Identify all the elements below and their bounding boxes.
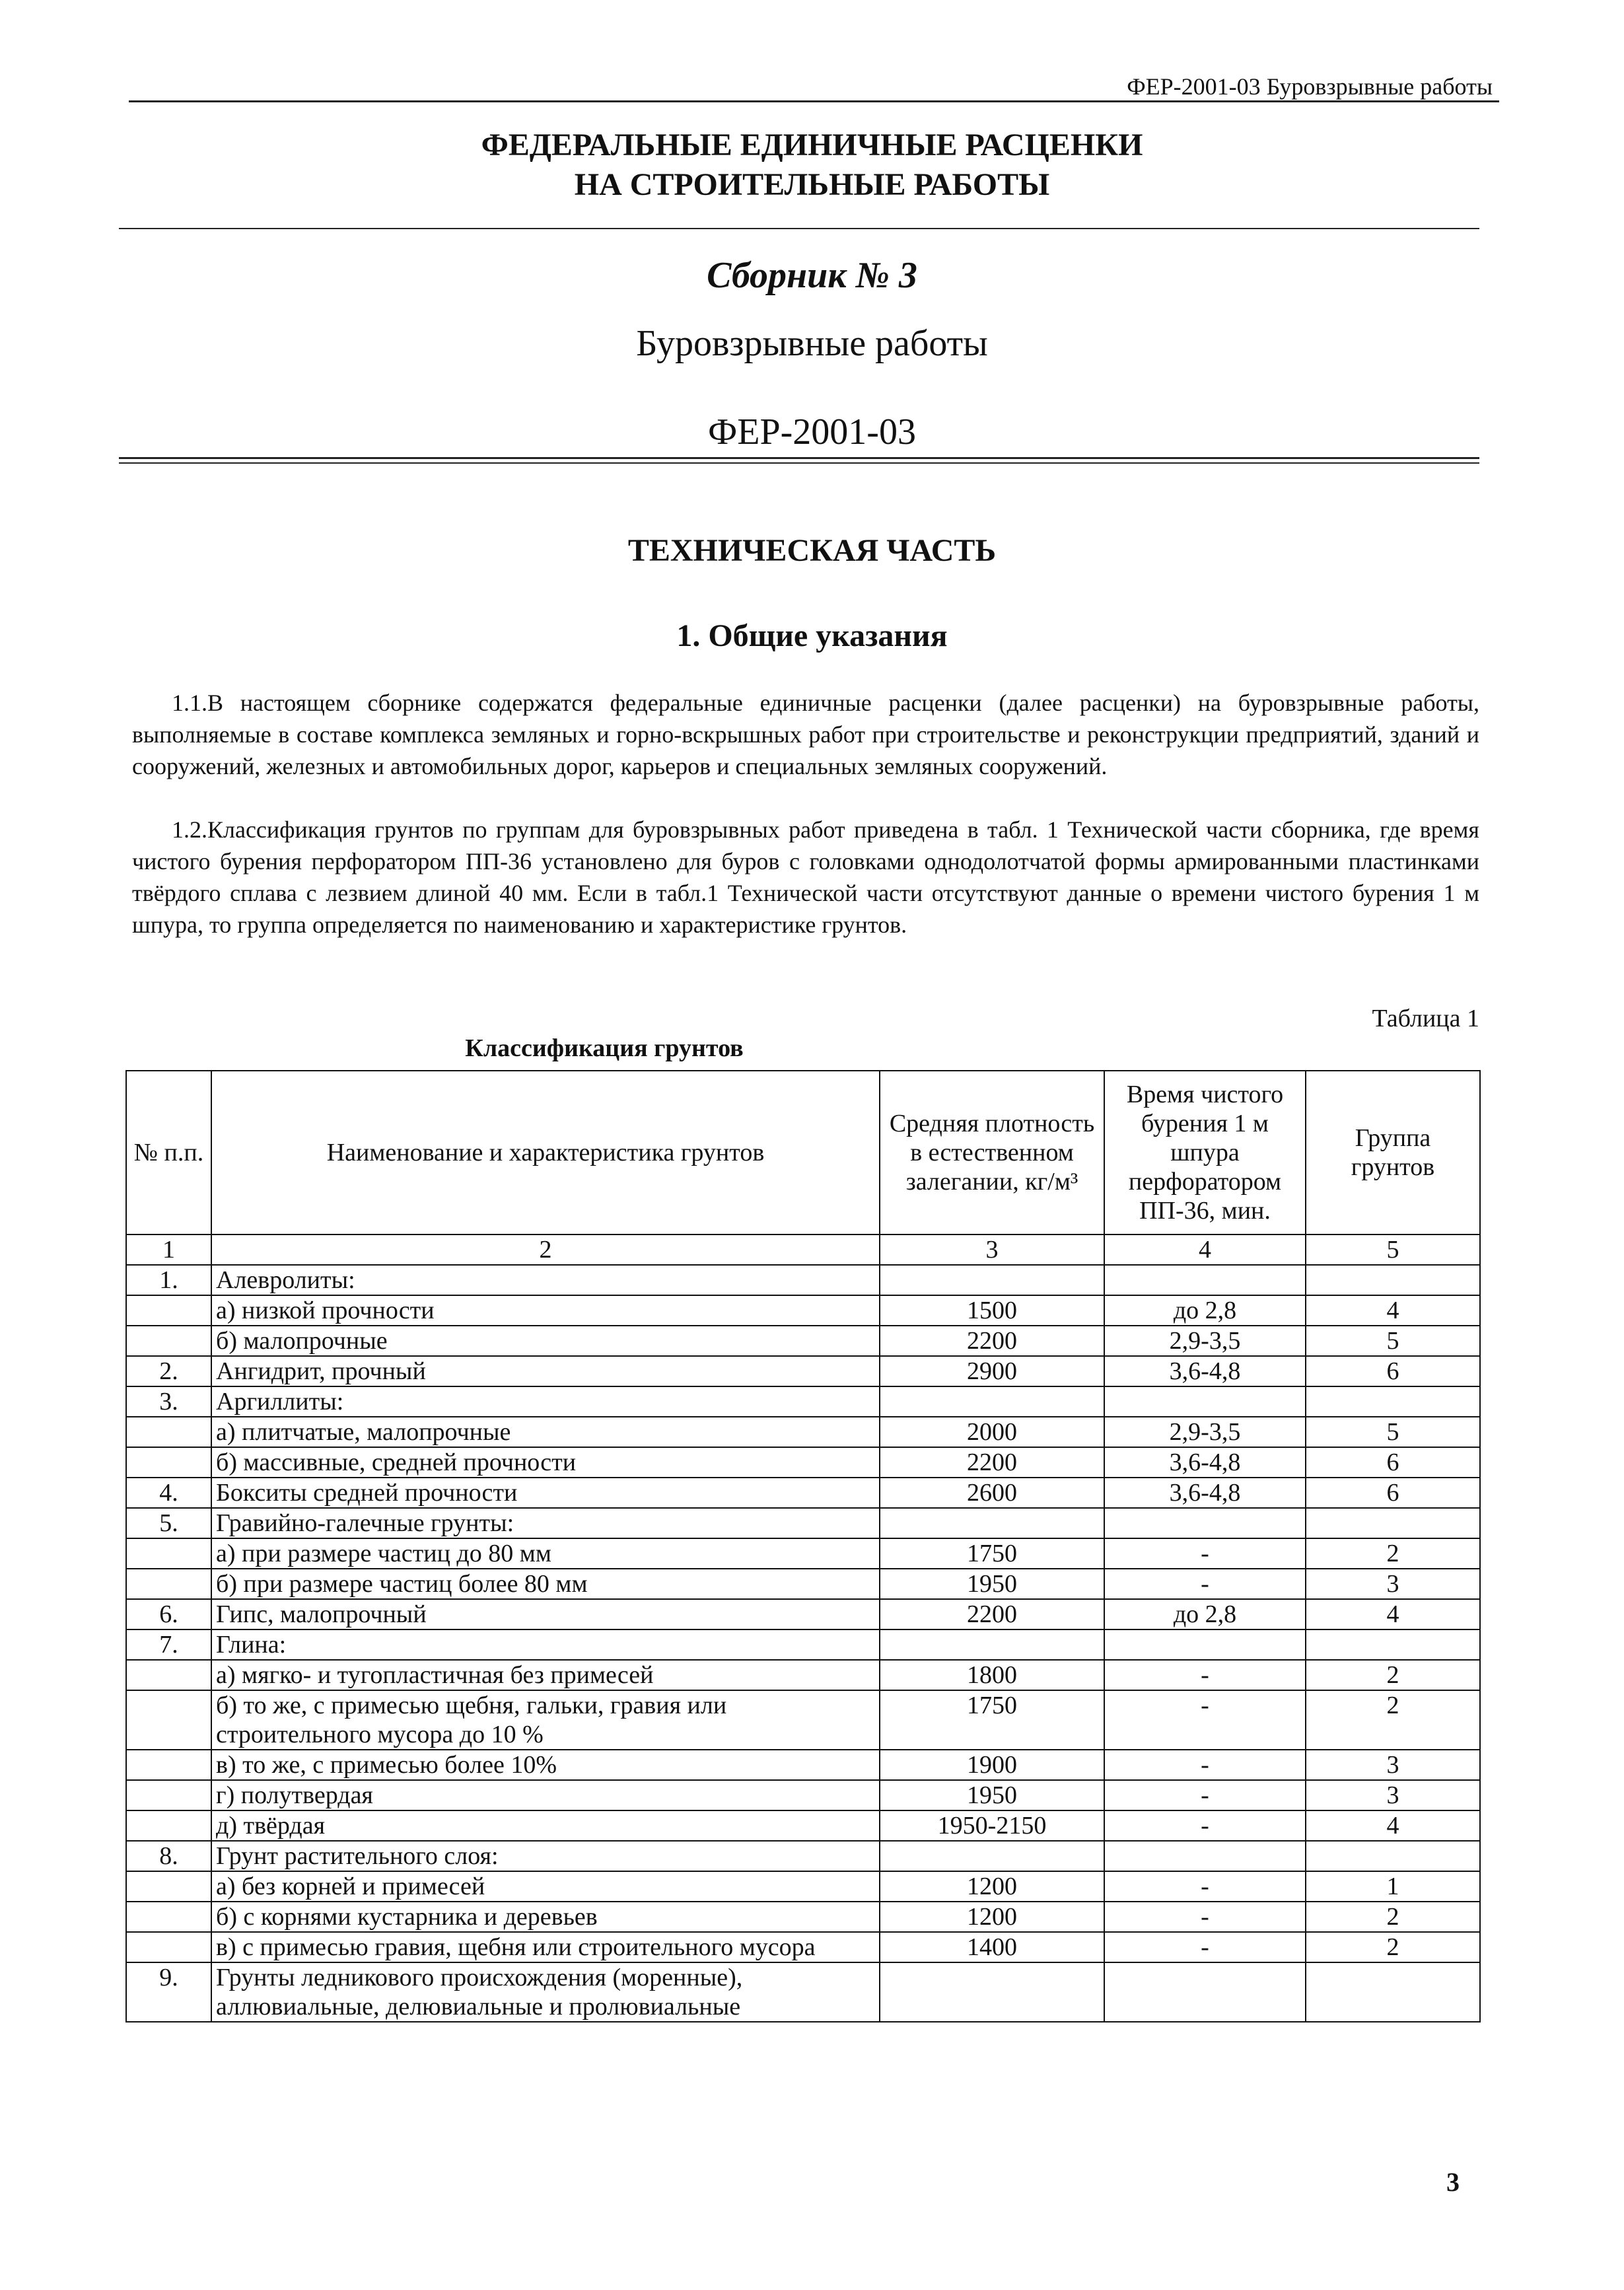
row-number	[126, 1902, 211, 1932]
row-density: 2900	[880, 1356, 1104, 1386]
row-number: 1.	[126, 1265, 211, 1295]
row-density	[880, 1508, 1104, 1538]
table-row	[126, 1599, 1480, 1629]
row-density	[880, 1841, 1104, 1871]
row-group: 6	[1306, 1447, 1480, 1478]
row-name: г) полутвердая	[211, 1780, 880, 1810]
main-title	[0, 125, 1624, 205]
table-row	[126, 1417, 1480, 1447]
row-time: -	[1104, 1780, 1306, 1810]
row-group	[1306, 1508, 1480, 1538]
row-name: б) массивные, средней прочности	[211, 1447, 880, 1478]
row-number: 9.	[126, 1962, 211, 2022]
row-number	[126, 1871, 211, 1902]
row-group: 4	[1306, 1599, 1480, 1629]
row-number: 5.	[126, 1508, 211, 1538]
row-number	[126, 1295, 211, 1326]
row-name: в) то же, с примесью более 10%	[211, 1750, 880, 1780]
column-numbers-row	[126, 1234, 1480, 1265]
row-name: а) без корней и примесей	[211, 1871, 880, 1902]
table-row	[126, 1386, 1480, 1417]
header-time: Время чистого бурения 1 м шпура перфоратором ПП-36, мин.	[1104, 1071, 1306, 1234]
row-density: 1200	[880, 1871, 1104, 1902]
table-row	[126, 1841, 1480, 1871]
table-row	[126, 1326, 1480, 1356]
header-no: № п.п.	[126, 1071, 211, 1234]
row-number	[126, 1417, 211, 1447]
row-name: а) плитчатые, малопрочные	[211, 1417, 880, 1447]
row-density: 1500	[880, 1295, 1104, 1326]
table-number: Таблица 1	[1372, 1005, 1479, 1032]
row-time: -	[1104, 1750, 1306, 1780]
row-number	[126, 1569, 211, 1599]
row-time: -	[1104, 1871, 1306, 1902]
row-group: 6	[1306, 1356, 1480, 1386]
header-group: Группа грунтов	[1306, 1071, 1480, 1234]
row-time	[1104, 1508, 1306, 1538]
row-time	[1104, 1841, 1306, 1871]
row-density: 1750	[880, 1538, 1104, 1569]
row-group: 5	[1306, 1417, 1480, 1447]
table-row	[126, 1478, 1480, 1508]
row-name: а) при размере частиц до 80 мм	[211, 1538, 880, 1569]
table-row	[126, 1508, 1480, 1538]
row-name: Бокситы средней прочности	[211, 1478, 880, 1508]
paragraph-1-1: 1.1.В настоящем сборнике содержатся федеральные единичные расценки (далее расценки) на буровзрывные работы, выполняемые в составе комплекса земляных и горно-вскрышных работ при строительстве и реконструкции предприятий, зданий и сооружений, железных и автомобильных дорог, карьеров и специальных земляных сооружений.	[132, 690, 1479, 779]
row-time	[1104, 1629, 1306, 1660]
row-group: 2	[1306, 1932, 1480, 1962]
table-row	[126, 1871, 1480, 1902]
main-title-line-2: НА СТРОИТЕЛЬНЫЕ РАБОТЫ	[574, 167, 1050, 202]
table-header-row	[126, 1071, 1480, 1234]
row-time: -	[1104, 1932, 1306, 1962]
row-time: 3,6-4,8	[1104, 1478, 1306, 1508]
row-group: 2	[1306, 1660, 1480, 1690]
row-name: Ангидрит, прочный	[211, 1356, 880, 1386]
row-time: 3,6-4,8	[1104, 1447, 1306, 1478]
row-time	[1104, 1962, 1306, 2022]
row-name: Глина:	[211, 1629, 880, 1660]
row-time: до 2,8	[1104, 1599, 1306, 1629]
code-rule-2	[119, 462, 1479, 464]
table-body	[126, 1265, 1480, 2022]
row-group: 2	[1306, 1902, 1480, 1932]
row-time: 2,9-3,5	[1104, 1326, 1306, 1356]
row-number: 7.	[126, 1629, 211, 1660]
row-number	[126, 1810, 211, 1841]
row-group: 3	[1306, 1780, 1480, 1810]
row-number	[126, 1660, 211, 1690]
row-group: 5	[1306, 1326, 1480, 1356]
row-group: 3	[1306, 1750, 1480, 1780]
row-density: 1950	[880, 1569, 1104, 1599]
row-time: -	[1104, 1660, 1306, 1690]
row-group: 2	[1306, 1538, 1480, 1569]
table-row	[126, 1356, 1480, 1386]
row-number	[126, 1750, 211, 1780]
paragraph-1-2: 1.2.Классификация грунтов по группам для буровзрывных работ приведена в табл. 1 Технической части сборника, где время чистого бурения перфоратором ПП-36 установлено для буров с головками однодолотчатой формы армированными пластинками твёрдого сплава с лезвием длиной 40 мм. Если в табл.1 Технической части отсутствуют данные о времени чистого бурения 1 м шпура, то группа определяется по наименованию и характеристике грунтов.	[132, 816, 1479, 938]
row-number	[126, 1932, 211, 1962]
row-name: д) твёрдая	[211, 1810, 880, 1841]
row-name: Аргиллиты:	[211, 1386, 880, 1417]
table-row	[126, 1569, 1480, 1599]
row-density: 1750	[880, 1690, 1104, 1750]
col-number: 2	[211, 1234, 880, 1265]
header-name: Наименование и характеристика грунтов	[211, 1071, 880, 1234]
col-number: 5	[1306, 1234, 1480, 1265]
row-time: 2,9-3,5	[1104, 1417, 1306, 1447]
row-name: б) малопрочные	[211, 1326, 880, 1356]
row-density: 1900	[880, 1750, 1104, 1780]
code-rule-1	[119, 457, 1479, 459]
row-number: 4.	[126, 1478, 211, 1508]
row-time: -	[1104, 1538, 1306, 1569]
row-density: 1400	[880, 1932, 1104, 1962]
page-number: 3	[1446, 2167, 1460, 2197]
row-name: б) то же, с примесью щебня, гальки, гравия или строительного мусора до 10 %	[211, 1690, 880, 1750]
row-name: б) с корнями кустарника и деревьев	[211, 1902, 880, 1932]
row-density: 2600	[880, 1478, 1104, 1508]
header-density: Средняя плотность в естественном залегании, кг/м³	[880, 1071, 1104, 1234]
row-name: Алевролиты:	[211, 1265, 880, 1295]
row-name: а) мягко- и тугопластичная без примесей	[211, 1660, 880, 1690]
row-time	[1104, 1265, 1306, 1295]
row-density	[880, 1962, 1104, 2022]
table-row	[126, 1932, 1480, 1962]
row-time: -	[1104, 1810, 1306, 1841]
table-row	[126, 1660, 1480, 1690]
row-group	[1306, 1841, 1480, 1871]
row-name: в) с примесью гравия, щебня или строительного мусора	[211, 1932, 880, 1962]
row-density: 2200	[880, 1447, 1104, 1478]
header-rule	[129, 100, 1499, 102]
row-time: -	[1104, 1902, 1306, 1932]
row-group: 1	[1306, 1871, 1480, 1902]
row-density: 2000	[880, 1417, 1104, 1447]
soil-classification-table	[125, 1070, 1481, 2022]
table-row	[126, 1902, 1480, 1932]
row-density: 1800	[880, 1660, 1104, 1690]
table-row	[126, 1962, 1480, 2022]
row-name: Грунт растительного слоя:	[211, 1841, 880, 1871]
row-name: а) низкой прочности	[211, 1295, 880, 1326]
subject-title: Буровзрывные работы	[636, 323, 988, 364]
row-name: б) при размере частиц более 80 мм	[211, 1569, 880, 1599]
table-row	[126, 1750, 1480, 1780]
row-name: Гравийно-галечные грунты:	[211, 1508, 880, 1538]
row-density: 1950	[880, 1780, 1104, 1810]
table-row	[126, 1447, 1480, 1478]
table-row	[126, 1538, 1480, 1569]
row-time	[1104, 1386, 1306, 1417]
row-group: 6	[1306, 1478, 1480, 1508]
collection-title: Сборник № 3	[707, 255, 917, 296]
row-group	[1306, 1962, 1480, 2022]
col-number: 3	[880, 1234, 1104, 1265]
table-row	[126, 1629, 1480, 1660]
table-row	[126, 1690, 1480, 1750]
table-row	[126, 1810, 1480, 1841]
row-number	[126, 1780, 211, 1810]
row-density: 2200	[880, 1326, 1104, 1356]
running-header: ФЕР-2001-03 Буровзрывные работы	[1127, 73, 1493, 100]
row-time: -	[1104, 1569, 1306, 1599]
table-row	[126, 1295, 1480, 1326]
row-number: 2.	[126, 1356, 211, 1386]
row-density: 1200	[880, 1902, 1104, 1932]
row-number: 8.	[126, 1841, 211, 1871]
code-title: ФЕР-2001-03	[708, 411, 916, 452]
row-number: 6.	[126, 1599, 211, 1629]
row-density	[880, 1265, 1104, 1295]
part-title: ТЕХНИЧЕСКАЯ ЧАСТЬ	[627, 533, 997, 568]
row-density	[880, 1386, 1104, 1417]
row-time: -	[1104, 1690, 1306, 1750]
table-caption: Классификация грунтов	[465, 1034, 744, 1062]
row-group: 3	[1306, 1569, 1480, 1599]
row-name: Грунты ледникового происхождения (моренные), аллювиальные, делювиальные и пролювиальные	[211, 1962, 880, 2022]
row-density: 1950-2150	[880, 1810, 1104, 1841]
table-row	[126, 1780, 1480, 1810]
row-density: 2200	[880, 1599, 1104, 1629]
table-row	[126, 1265, 1480, 1295]
row-group	[1306, 1386, 1480, 1417]
row-name: Гипс, малопрочный	[211, 1599, 880, 1629]
row-time: 3,6-4,8	[1104, 1356, 1306, 1386]
row-group: 2	[1306, 1690, 1480, 1750]
row-number	[126, 1690, 211, 1750]
row-group	[1306, 1629, 1480, 1660]
section-title: 1. Общие указания	[676, 618, 948, 653]
row-number: 3.	[126, 1386, 211, 1417]
row-group: 4	[1306, 1810, 1480, 1841]
row-density	[880, 1629, 1104, 1660]
main-title-line-1: ФЕДЕРАЛЬНЫЕ ЕДИНИЧНЫЕ РАСЦЕНКИ	[481, 127, 1143, 162]
row-time: до 2,8	[1104, 1295, 1306, 1326]
row-group	[1306, 1265, 1480, 1295]
col-number: 4	[1104, 1234, 1306, 1265]
row-number	[126, 1447, 211, 1478]
title-rule	[119, 228, 1479, 229]
row-group: 4	[1306, 1295, 1480, 1326]
row-number	[126, 1538, 211, 1569]
row-number	[126, 1326, 211, 1356]
col-number: 1	[126, 1234, 211, 1265]
